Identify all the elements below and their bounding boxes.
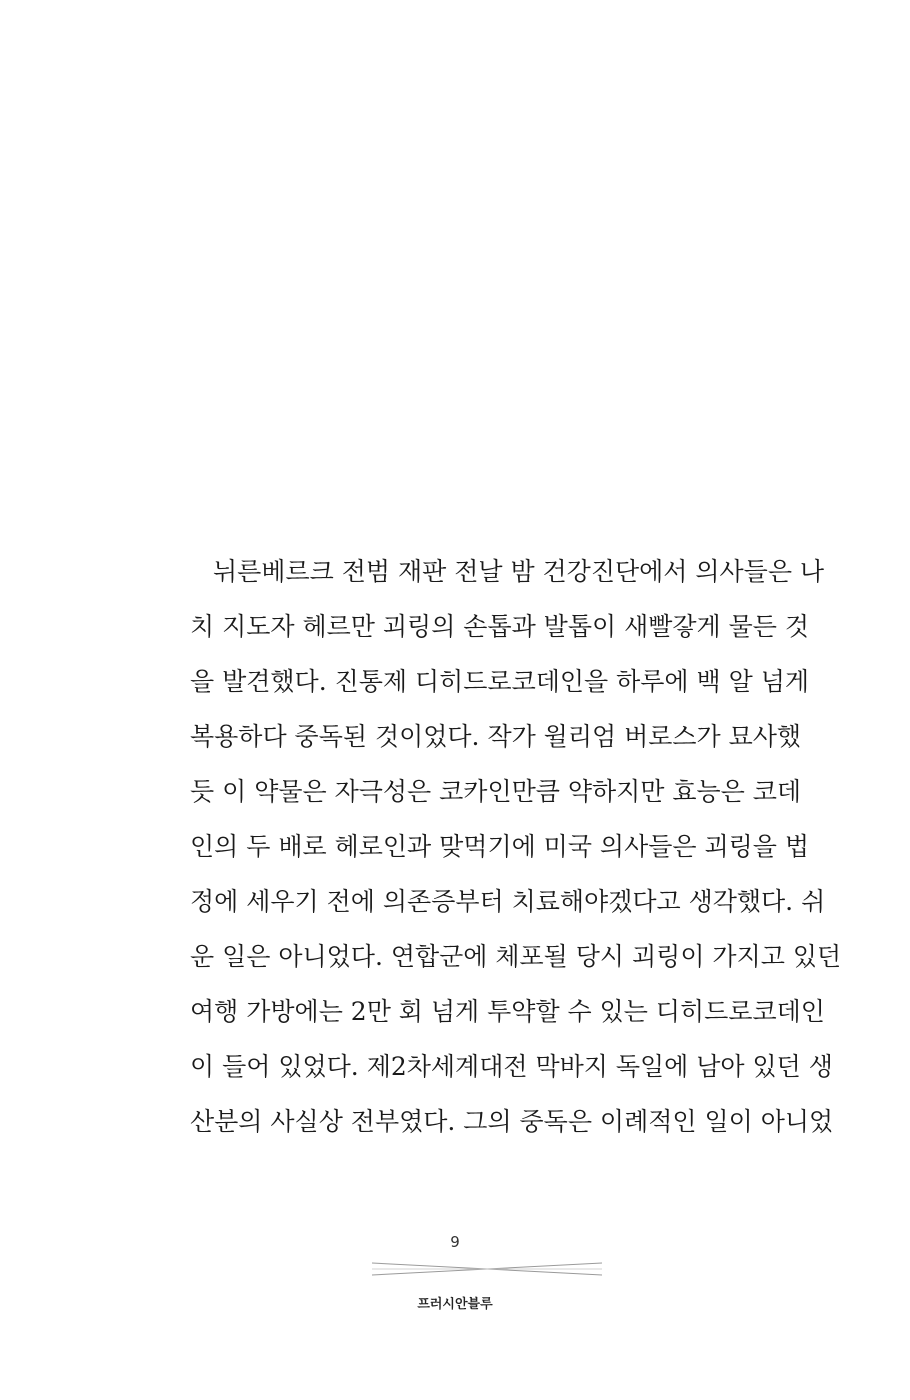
page-number: 9 bbox=[450, 1233, 460, 1251]
body-line: 여행 가방에는 2만 회 넘게 투약할 수 있는 디히드로코데인 bbox=[190, 997, 825, 1026]
body-line: 치 지도자 헤르만 괴링의 손톱과 발톱이 새빨갛게 물든 것 bbox=[190, 612, 810, 641]
body-line: 을 발견했다. 진통제 디히드로코데인을 하루에 백 알 넘게 bbox=[190, 667, 810, 696]
publisher-name: 프러시안블루 bbox=[417, 1297, 493, 1312]
body-line: 뉘른베르크 전범 재판 전날 밤 건강진단에서 의사들은 나 bbox=[213, 557, 825, 586]
crossed-lines-ornament-icon bbox=[372, 1260, 602, 1278]
body-line: 이 들어 있었다. 제2차세계대전 막바지 독일에 남아 있던 생 bbox=[190, 1052, 833, 1081]
body-line: 운 일은 아니었다. 연합군에 체포될 당시 괴링이 가지고 있던 bbox=[190, 942, 842, 971]
body-line: 산분의 사실상 전부였다. 그의 중독은 이례적인 일이 아니었 bbox=[190, 1107, 834, 1136]
body-line: 인의 두 배로 헤로인과 맞먹기에 미국 의사들은 괴링을 법 bbox=[190, 832, 810, 861]
body-line: 듯 이 약물은 자극성은 코카인만큼 약하지만 효능은 코데 bbox=[190, 777, 802, 806]
body-line: 정에 세우기 전에 의존증부터 치료해야겠다고 생각했다. 쉬 bbox=[190, 887, 826, 916]
body-line: 복용하다 중독된 것이었다. 작가 윌리엄 버로스가 묘사했 bbox=[190, 722, 802, 751]
page-footer bbox=[0, 1232, 910, 1322]
